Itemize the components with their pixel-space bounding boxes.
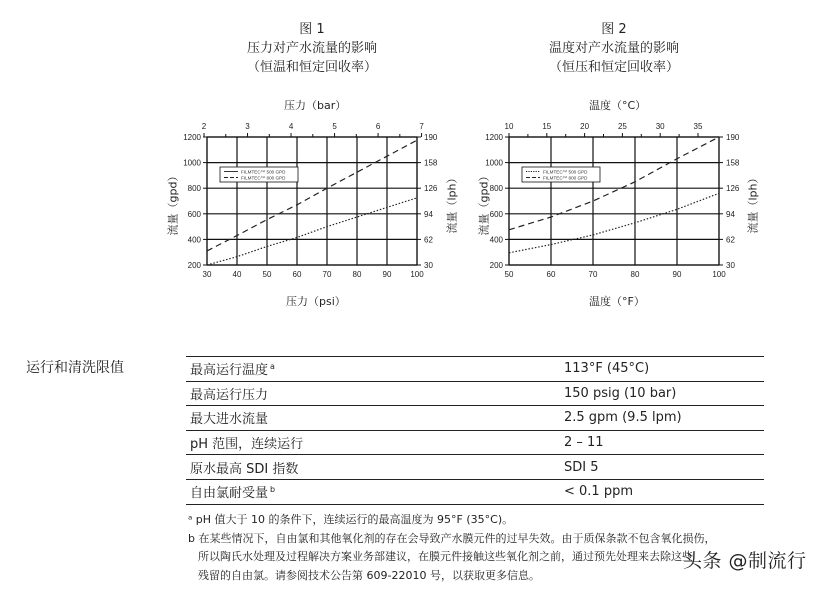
svg-text:15: 15: [542, 122, 552, 131]
chart-2-right-axis-title: 流量（lph）: [746, 172, 760, 234]
svg-text:94: 94: [424, 209, 433, 219]
svg-text:126: 126: [726, 184, 740, 194]
chart-legend: [522, 167, 600, 182]
svg-text:FILMTEC™ 500 GPD: FILMTEC™ 500 GPD: [241, 169, 286, 175]
limits-row: [186, 406, 764, 431]
svg-text:30: 30: [424, 261, 433, 270]
svg-text:62: 62: [424, 235, 433, 245]
svg-text:1000: 1000: [183, 158, 201, 168]
limits-row-value: SDI 5: [564, 455, 764, 480]
footnote-b-line-1: b 在某些情况下，自由氯和其他氧化剂的存在会导致产水膜元件的过早失效。由于质保条款不包含氧化损伤，: [188, 531, 716, 545]
chart-1-top-axis-title: 压力（bar）: [284, 99, 347, 112]
svg-text:30: 30: [726, 261, 735, 270]
section-title-limits: 运行和清洗限值: [26, 360, 124, 376]
footnote-b-line-2: 所以陶氏水处理及过程解决方案业务部建议，在膜元件接触这些氧化剂之前，通过预先处理来去除这些: [198, 550, 693, 563]
svg-text:50: 50: [262, 270, 272, 279]
chart-1-bottom-axis-title: 压力（psi）: [286, 295, 346, 308]
svg-text:FILMTEC™ 800 GPD: FILMTEC™ 800 GPD: [241, 175, 286, 181]
svg-text:35: 35: [693, 122, 703, 131]
svg-text:1200: 1200: [485, 133, 503, 142]
svg-text:600: 600: [489, 209, 503, 219]
svg-text:800: 800: [489, 184, 503, 194]
limits-row: [186, 381, 764, 406]
limits-row-label: 最高运行压力: [186, 381, 564, 406]
svg-text:5: 5: [332, 122, 337, 131]
figure-1-subtitle: （恒温和恒定回收率）: [246, 60, 377, 75]
svg-text:1200: 1200: [183, 133, 201, 142]
svg-text:80: 80: [352, 270, 362, 279]
svg-text:400: 400: [489, 235, 503, 245]
footnote-b-line-3: 残留的自由氯。请参阅技术公告第 609-22010 号，以获取更多信息。: [198, 568, 540, 582]
chart-1-right-axis-title: 流量（lph）: [445, 172, 459, 234]
svg-text:100: 100: [712, 270, 726, 279]
figure-1-number: 图 1: [299, 22, 325, 37]
limits-row-value: 2.5 gpm (9.5 lpm): [564, 406, 764, 431]
series-800-gpd-line: [509, 137, 719, 230]
chart-2-left-axis-title: 流量（gpd）: [477, 170, 491, 236]
svg-text:1000: 1000: [485, 158, 503, 168]
svg-text:20: 20: [580, 122, 590, 131]
svg-text:60: 60: [292, 270, 302, 279]
svg-text:FILMTEC™ 500 GPD: FILMTEC™ 500 GPD: [543, 169, 588, 175]
limits-row: [186, 455, 764, 480]
limits-row: [186, 479, 764, 504]
svg-text:40: 40: [232, 270, 242, 279]
svg-text:80: 80: [630, 270, 640, 279]
svg-text:7: 7: [419, 122, 424, 131]
limits-row-label: 自由氯耐受量 $^b$: [186, 479, 564, 504]
svg-text:800: 800: [187, 184, 201, 194]
svg-text:158: 158: [424, 158, 438, 168]
svg-text:50: 50: [504, 270, 514, 279]
limits-row-label: 最高运行温度 $^a$: [186, 357, 564, 382]
svg-text:90: 90: [672, 270, 682, 279]
footnotes: [188, 511, 715, 585]
svg-text:2: 2: [201, 122, 207, 131]
footnote-marker: b: [270, 484, 276, 494]
footnote-marker: a: [270, 361, 275, 371]
figure-2-subtitle: （恒压和恒定回收率）: [548, 60, 679, 75]
svg-text:30: 30: [655, 122, 665, 131]
svg-text:94: 94: [726, 209, 735, 219]
chart-2-top-axis-title: 温度（°C）: [589, 99, 647, 112]
limits-row-value: < 0.1 ppm: [564, 479, 764, 504]
limits-row-value: 150 psig (10 bar): [564, 381, 764, 406]
svg-text:10: 10: [504, 122, 514, 131]
limits-row-label: 最大进水流量: [186, 406, 564, 431]
limits-row-label: 原水最高 SDI 指数: [186, 455, 564, 480]
svg-text:200: 200: [187, 261, 201, 270]
svg-text:158: 158: [726, 158, 740, 168]
limits-row: [186, 357, 764, 382]
svg-text:70: 70: [322, 270, 332, 279]
limits-row-value: 2 – 11: [564, 430, 764, 455]
chart-2-bottom-axis-title: 温度（°F）: [589, 295, 645, 308]
svg-text:70: 70: [588, 270, 598, 279]
svg-text:190: 190: [726, 133, 740, 142]
svg-text:90: 90: [382, 270, 392, 279]
watermark: 头条 @制流行: [683, 550, 807, 572]
svg-text:200: 200: [489, 261, 503, 270]
svg-text:600: 600: [187, 209, 201, 219]
series-500-gpd-line: [509, 193, 719, 253]
limits-row-label: pH 范围，连续运行: [186, 430, 564, 455]
limits-row-value: 113°F (45°C): [564, 357, 764, 382]
footnote-a: ᵃ pH 值大于 10 的条件下，连续运行的最高温度为 95°F (35°C)。: [188, 513, 514, 526]
svg-text:100: 100: [410, 270, 424, 279]
figure-1-title: 压力对产水流量的影响: [246, 41, 377, 56]
limits-row: [186, 430, 764, 455]
figure-2-title: 温度对产水流量的影响: [548, 41, 679, 56]
svg-text:30: 30: [202, 270, 212, 279]
svg-text:190: 190: [424, 133, 438, 142]
svg-text:25: 25: [617, 122, 627, 131]
limits-table: [186, 356, 764, 505]
svg-text:6: 6: [375, 122, 381, 131]
svg-text:4: 4: [288, 122, 294, 131]
svg-text:3: 3: [245, 122, 250, 131]
svg-text:60: 60: [546, 270, 556, 279]
svg-text:FILMTEC™ 800 GPD: FILMTEC™ 800 GPD: [543, 175, 588, 181]
plot-area: [485, 122, 740, 279]
svg-text:400: 400: [187, 235, 201, 245]
chart-1-left-axis-title: 流量（gpd）: [166, 170, 180, 236]
svg-text:126: 126: [424, 184, 438, 194]
figure-2-number: 图 2: [601, 22, 627, 37]
svg-text:62: 62: [726, 235, 735, 245]
